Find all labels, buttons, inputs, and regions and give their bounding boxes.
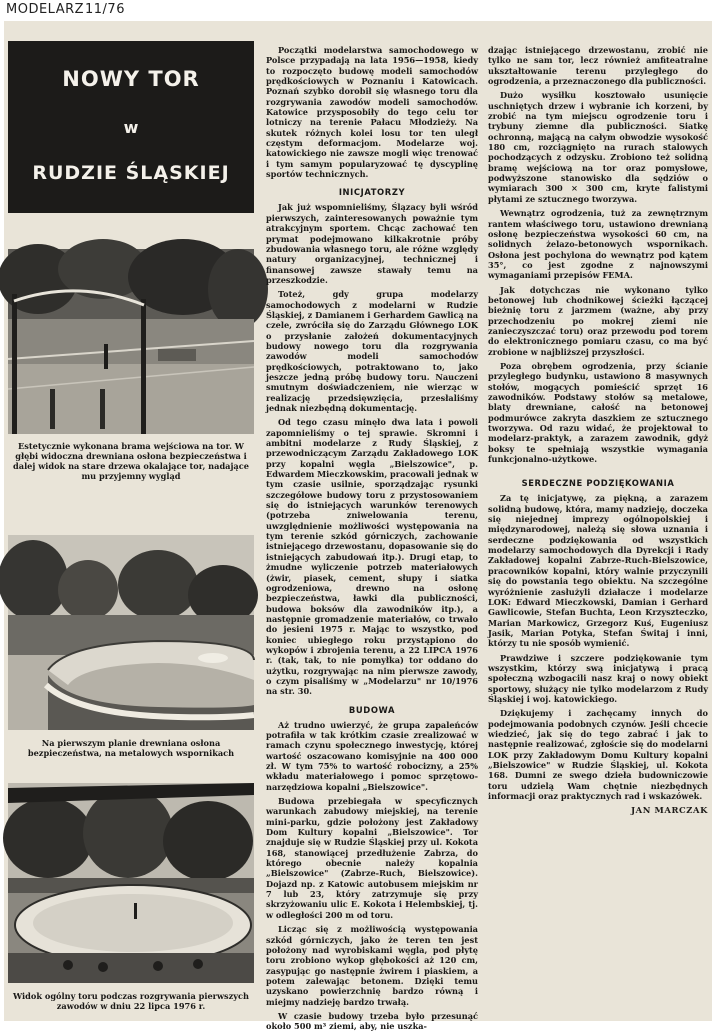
paragraph: Za tę inicjatywę, za piękną, a zarazem solidną budowę, która, mamy nadzieję, doczeka się niejednej imprezy ogólnopolskiej i międzynarodowej, należą się słowa uznania i serdeczne podziękowania od wszystkich modelarzy samochodowych dla Dyrekcji i Rady Zakładowej kopalni Zabrze-Ruch-Bielszowice, pracowników kopalni, który walnie przyczynili się do powstania tego obiektu. Na szczególne wyróżnienie zasłużyli działacze i modelarze LOK: Edward Mieczkowski, Damian i Gerhard Gawlicowie, Stefan Buchta, Leon Krzyszteczko, Marian Markowicz, Grzegorz Kuś, Eugeniusz Jasik, Marian Potyka, Stefan Świtaj i inni, którzy tu nie sposób wymienić. xyxy=(488,493,708,649)
photo-entrance-gate xyxy=(8,249,254,434)
paragraph: W czasie budowy trzeba było przesunąć około 500 m³ ziemi, aby, nie uszka- xyxy=(266,1010,478,1032)
paragraph: Dużo wysiłku kosztowało usunięcie uschniętych drzew i wybranie ich korzeni, by zrobić na tym miejscu ogrodzenie toru i trybuny ziemne dla publiczności. Siatkę ochronną, mającą na całym obwodzie wysokość 180 cm, rozciągnięto na rurach stalowych pochodzących z odzysku. Zrobiono też solidną bramę wejściową na tor oraz pomysłowe, podwyższone stanowisko dla sędziów o wymiarach 300 × 300 cm, kryte falistymi płytami ze sztucznego tworzywa. xyxy=(488,90,708,204)
paragraph: Jak już wspomnieliśmy, Ślązacy byli wśród pierwszych, zainteresowanych poważnie tym atrakcyjnym sportem. Chcąc zachować ten prymat podejmowano kilkakrotnie próby zbudowania własnego toru, ale różne względy natury organizacyjnej, technicznej i finansowej zawsze stawały temu na przeszkodzie. xyxy=(266,202,478,285)
paragraph: Jak dotychczas nie wykonano tylko betonowej lub chodnikowej ścieżki łączącej bieżnię toru z jarzmem (ważne, aby przy przechodzeniu po mokrej ziemi nie zanieczyszczać toru) oraz przewodu pod torem do elektronicznego pomiaru czasu, co ma być zrobione w najbliższej przyszłości. xyxy=(488,284,708,357)
paragraph: Prawdziwe i szczere podziękowanie tym wszystkim, którzy swą inicjatywą i pracą społeczną wzbogacili nasz kraj o nowy obiekt sportowy, służący nie tylko modelarzom z Rudy Śląskiej i woj. katowickiego. xyxy=(488,652,708,704)
issue-number: 11/76 xyxy=(85,2,125,17)
photo-caption-1: Estetycznie wykonana brama wejściowa na tor. W głębi widoczna drewniana osłona bezpieczeństwa i dalej widok na stare drzewa okalające tor, nadające mu przyjemny wygląd xyxy=(13,441,249,481)
article-title-box xyxy=(8,41,254,213)
paragraph: Budowa przebiegała w specyficznych warunkach zabudowy miejskiej, na terenie mini-parku, gdzie położony jest Zakładowy Dom Kultury kopalni „Bielszowice". Tor znajduje się w Rudzie Śląskiej przy ul. Kokota 168, stanowiącej przedłużenie Zabrza, do którego obecnie należy kopalnia „Bielszowice" (Zabrze-Ruch, Bielszowice). Dojazd np. z Katowic autobusem miejskim nr 7 lub 23, który zatrzymuje się przy skrzyżowaniu ulic E. Kokota i Helembskiej, tj. w odległości 200 m od toru. xyxy=(266,796,478,920)
title-line-3: RUDZIE ŚLĄSKIEJ xyxy=(32,162,230,184)
photo-safety-barrier xyxy=(8,535,254,730)
paragraph: Aż trudno uwierzyć, że grupa zapaleńców potrafiła w tak krótkim czasie zrealizować w ramach czynu społecznego inwestycję, której wartość oszacowano komisyjnie na 400 000 zł. W tym 75% to wartość robocizny, a 25% wkładu materiałowego i pomoc sprzętowo-narzędziowa kopalni „Bielszowice". xyxy=(266,719,478,792)
section-heading-thanks: SERDECZNE PODZIĘKOWANIA xyxy=(521,478,675,489)
title-line-2: w xyxy=(123,118,139,137)
paragraph: Poza obrębem ogrodzenia, przy ścianie przyległego budynku, ustawiono 8 masywnych stołów, mogących pomieścić sprzęt 16 zawodników. Podstawy stołów są metalowe, blaty drewniane, całość na betonowej podmurówce zakryta daszkiem ze sztucznego tworzywa. Od razu widać, że projektował to modelarz-praktyk, a zarazem zawodnik, gdyż boksy te spełniają wszystkie wymagania funkcjonalno-użytkowe. xyxy=(488,360,708,465)
intro-paragraph: Początki modelarstwa samochodowego w Polsce przypadają na lata 1956—1958, kiedy to rozpoczęto budowę modeli samochodów prędkościowych w Poznaniu i Katowicach. Poznań szybko dorobił się własnego toru dla rozgrywania zawodów modeli samochodów. Katowice przysposobiły do tego celu tor lotniczy na terenie Pałacu Młodzieży. Na skutek różnych kolei losu tor ten uległ częstym deformacjom. Modelarze woj. katowickiego nie zawsze mogli więc trenować i tym samym popularyzować tę dyscyplinę sportów technicznych. xyxy=(266,45,478,180)
text-column-3 xyxy=(488,45,708,1021)
paragraph: Od tego czasu minęło dwa lata i powoli zapomnieliśmy o tej sprawie. Skromni i ambitni modelarze z Rudy Śląskiej, z przewodniczącym Zarządu Zakładowego LOK przy kopalni węgla „Bielszowice", p. Edwardem Mieczkowskim, pracowali jednak w tym czasie usilnie, sporządzając rysunki szczegółowe budowy toru z przystosowaniem się do istniejących warunków terenowych (potrzeba zniwelowania terenu, uwzględnienie możliwości występowania na tym terenie szkód górniczych, zachowanie istniejącego drzewostanu, dopasowanie się do istniejących zabudowań itp.). Drugi etap, to żmudne wyliczenie potrzeb materiałowych (żwir, piasek, cement, słupy i siatka ogrodzeniowa, drewno na osłonę bezpieczeństwa, ławki dla publiczności, budowa boksów dla zawodników itp.), a następnie gromadzenie materiałów, co trwało do jesieni 1975 r. Mając to wszystko, pod koniec ubiegłego roku przystąpiono do wykopów i zbrojenia terenu, a 22 LIPCA 1976 r. (tak, tak, to nie pomyłka) tor oddano do użytku, rozgrywając na nim pierwsze zawody, o czym pisaliśmy w „Modelarzu" nr 10/1976 na str. 30. xyxy=(266,417,478,697)
section-heading-initiators: INICJATORZY xyxy=(338,187,406,198)
magazine-name: MODELARZ xyxy=(6,2,85,17)
photo-caption-2: Na pierwszym planie drewniana osłona bezpieczeństwa, na metalowych wspornikach xyxy=(27,738,235,758)
photo-caption-3: Widok ogólny toru podczas rozgrywania pierwszych zawodów w dniu 22 lipca 1976 r. xyxy=(12,991,249,1011)
paragraph: Toteż, gdy grupa modelarzy samochodowych z modelarni w Rudzie Śląskiej, z Damianem i Gerhardem Gawlicą na czele, zwróciła się do Zarządu Głównego LOK o przysłanie założeń dokumentacyjnych budowy nowego toru dla rozgrywania zawodów modeli samochodów prędkościowych, potraktowano to, jako jeszcze jedną próbę budowy toru. Nauczeni smutnym doświadczeniem, nie wierząc w realizację przedsięwzięcia, przesłaliśmy jednak niezbędną dokumentację. xyxy=(266,289,478,413)
paragraph: Licząc się z możliwością występowania szkód górniczych, jako że teren ten jest położony nad wyrobiskami węgla, pod płytę toru zrobiono wykop głębokości aż 120 cm, zasypując go następnie żwirem i piaskiem, a potem zalewając betonem. Dzięki temu uzyskano powierzchnię bardzo równą i miejmy nadzieję bardzo trwałą. xyxy=(266,924,478,1007)
photo-column xyxy=(8,41,254,1016)
text-column-2 xyxy=(266,45,478,1032)
author-signature: JAN MARCZAK xyxy=(631,805,708,816)
section-heading-construction: BUDOWA xyxy=(348,704,396,715)
photo-general-view xyxy=(8,783,254,983)
article-page xyxy=(4,21,712,1032)
title-line-1: NOWY TOR xyxy=(62,67,200,91)
paragraph: dzając istniejącego drzewostanu, zrobić nie tylko ne sam tor, lecz również amfiteatralne ukształtowanie terenu przyległego do ogrodzenia, a przeznaczonego dla publiczności. xyxy=(488,45,708,87)
page-header xyxy=(0,0,715,20)
paragraph: Wewnątrz ogrodzenia, tuż za zewnętrznym rantem właściwego toru, ustawiono drewnianą osłonę bezpieczeństwa wysokości 60 cm, na solidnych żelazo-betonowych wspornikach. Osłona jest pochylona do wewnątrz pod kątem 35°, co jest zgodne z najnowszymi wymaganiami przepisów FEMA. xyxy=(488,208,708,281)
paragraph: Dziękujemy i zachęcamy innych do podejmowania podobnych czynów. Jeśli chcecie wiedzieć, jak się do tego zabrać i jak to następnie realizować, zgłoście się do modelarni LOK przy Zakładowym Domu Kultury kopalni „Bielszowice" w Rudzie Śląskiej, ul. Kokota 168. Dumni ze swego dzieła budowniczowie toru udzielą Wam chętnie niezbędnych informacji oraz praktycznych rad i wskazówek. xyxy=(488,708,708,802)
